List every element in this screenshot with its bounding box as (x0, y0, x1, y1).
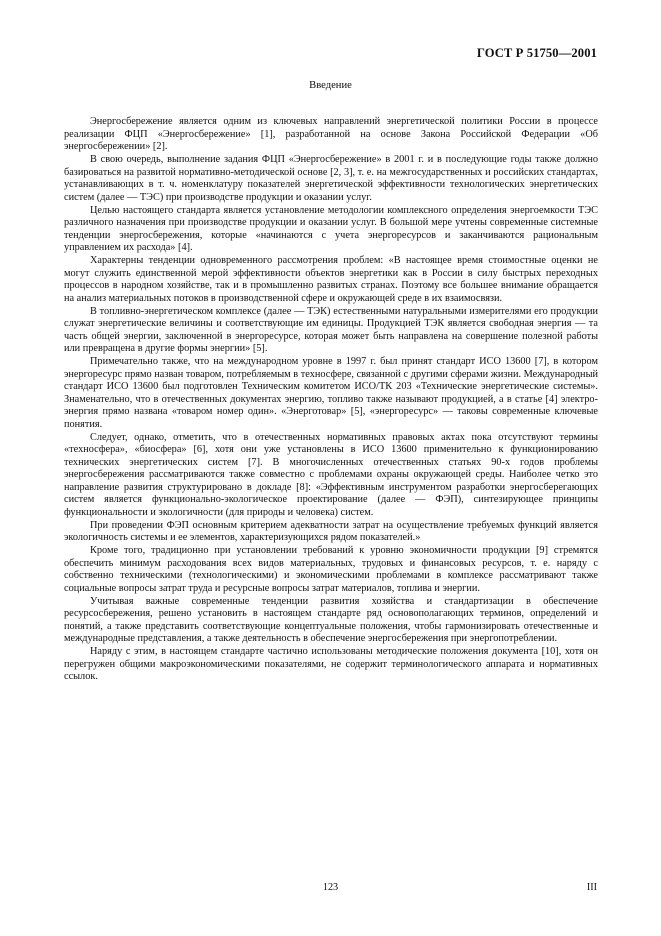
paragraph: В свою очередь, выполнение задания ФЦП «Энергосбережение» в 2001 г. и в последующие годы также должно базироваться на развитой нормативно-методической основе [2, 3], т. е. на межгосударственных и российских стандартах, устанавливающих в т. ч. номенклатуру показателей энергетической эффективности технологических энергетических систем (далее — ТЭС) при производстве продукции и оказании услуг. (64, 154, 598, 203)
paragraph: При проведении ФЭП основным критерием адекватности затрат на осуществление требуемых функций является экологичность системы и ее элементов, характеризующихся рядом показателей.» (64, 519, 598, 543)
paragraph: Кроме того, традиционно при установлении требований к уровню экономичности продукции [9] стремятся обеспечить минимум расходования всех видов материальных, трудовых и финансовых ресурсов, т. е. наряду с собственно техническими (технологическими) и экономическими проблемами в комплексе рассматривают также социальные вопросы затрат труда и ресурсные вопросы затрат материалов, топлива и энергии. (64, 545, 598, 594)
paragraph: Наряду с этим, в настоящем стандарте частично использованы методические положения документа [10], хотя он перегружен общими макроэкономическими показателями, не содержит терминологического аппарата и нормативных ссылок. (64, 646, 598, 682)
paragraph: Следует, однако, отметить, что в отечественных нормативных правовых актах пока отсутствуют термины «техносфера», «биосфера» [6], хотя они уже установлены в ИСО 13600 применительно к функционированию технических энергетических систем [7]. В многочисленных отечественных статьях 90-х годов проблемы энергосбережения рассматриваются также совместно с проблемами охраны окружающей среды. Наиболее четко это направление развития структурировано в докладе [8]: «Эффективным инструментом разработки энергосберегающих систем является функционально-экологическое проектирование (далее — ФЭП), синтезирующее принципы функциональности и экологичности (для природы и человека) систем. (64, 431, 598, 518)
paragraph: Целью настоящего стандарта является установление методологии комплексного определения энергоемкости ТЭС различного назначения при производстве продукции и оказании услуг. В большой мере учтены современные системные тенденции энергосбережения, которые «начинаются с учета энергоресурсов и заканчиваются рациональным управлением их расхода» [4]. (64, 204, 598, 253)
paragraph: Энергосбережение является одним из ключевых направлений энергетической политики России в процессе реализации ФЦП «Энергосбережение» [1], разработанной на основе Закона Российской Федерации «Об энергосбережении» [2]. (64, 116, 598, 152)
section-title: Введение (309, 80, 352, 91)
page-number: 123 (322, 882, 339, 893)
paragraph: В топливно-энергетическом комплексе (далее — ТЭК) естественными натуральными измерителями его продукции служат энергетические величины и соответствующие им единицы. Продукцией ТЭК является свободная энергия — та часть общей энергии, заключенной в энергоресурсе, которая может быть направлена на совершение полезной работы или превращена в другие формы энергии» [5]. (64, 305, 598, 354)
document-code: ГОСТ Р 51750—2001 (476, 46, 597, 60)
body-text (64, 116, 598, 684)
roman-page-number: III (586, 882, 597, 893)
paragraph: Характерны тенденции одновременного рассмотрения проблем: «В настоящее время стоимостные оценки не могут служить единственной мерой эффективности объектов энергетики как в России в силу быстрых переходных процессов в народном хозяйстве, так и в промышленно развитых странах. Поэтому все большее внимание обращается на анализ материальных потоков в производственной сфере и окружающей среде в их взаимосвязи. (64, 255, 598, 304)
paragraph: Учитывая важные современные тенденции развития хозяйства и стандартизации в обеспечение ресурсосбережения, решено установить в настоящем стандарте ряд основополагающих терминов, определений и понятий, а также представить соответствующие концептуальные положения, чтобы гармонизировать отечественные и международные представления, а также деятельность в обеспечение энергосбережения при энергопотреблении. (64, 595, 598, 644)
paragraph: Примечательно также, что на международном уровне в 1997 г. был принят стандарт ИСО 13600 [7], в котором энергоресурс прямо назван товаром, потребляемым в техносфере, связанной с другими сферами жизни. Международный стандарт ИСО 13600 был подготовлен Техническим комитетом ИСО/ТК 203 «Технические энергетические системы». Знаменательно, что в отечественных документах энергию, топливо также называют продукцией, а в статье [4] электроэнергия прямо названа «товаром номер один». «Энерготовар» [5], «энергоресурс» — таковы современные ключевые понятия. (64, 356, 598, 430)
